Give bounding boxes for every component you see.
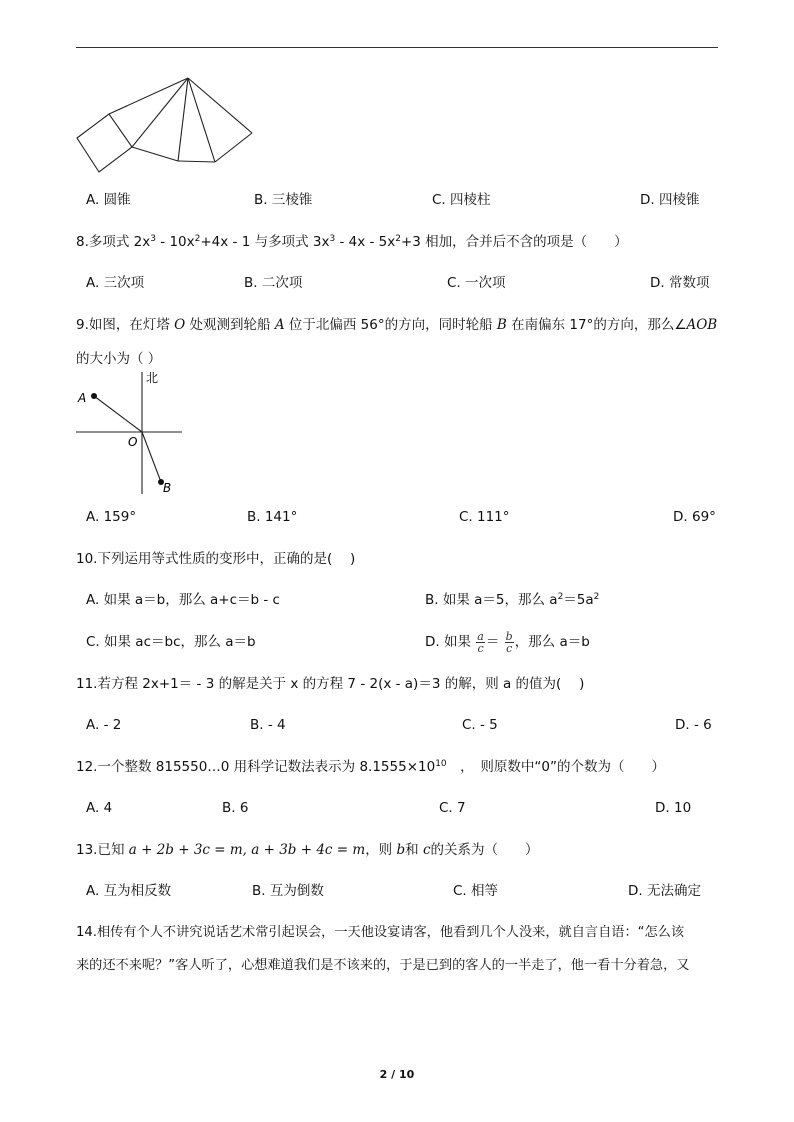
q14-line2: 来的还不来呢？”客人听了，心想难道我们是不该来的，于是已到的客人的一半走了，他一看十分着急，又 bbox=[76, 958, 690, 973]
q13-option-d: D. 无法确定 bbox=[628, 883, 701, 899]
q9-option-c: C. 111° bbox=[459, 509, 510, 525]
label-b: B bbox=[163, 481, 172, 495]
q7-option-d: D. 四棱锥 bbox=[640, 192, 700, 208]
page-number: 2 / 10 bbox=[379, 1068, 415, 1081]
q8-option-a: A. 三次项 bbox=[86, 275, 145, 291]
q11-option-b: B. - 4 bbox=[250, 717, 286, 733]
q14-line1: 14.相传有个人不讲究说话艺术常引起误会，一天他设宴请客，他看到几个人没来，就自言自语：“怎么该 bbox=[76, 925, 685, 940]
q9-stem-line2: 的大小为（ ） bbox=[76, 351, 162, 367]
q10-option-b: B. 如果 a＝5，那么 $a^2=5a^2$ bbox=[425, 592, 600, 608]
q7-option-b: B. 三棱锥 bbox=[254, 192, 313, 208]
q10-option-d: D. 如果 $\frac{a}{c}$ ＝ $\frac{b}{c}$ ，那么 a＝b bbox=[425, 629, 590, 655]
q9-option-d: D. 69° bbox=[673, 509, 716, 525]
q11-stem: 11.若方程 2x+1＝ - 3 的解是关于 x 的方程 7 - 2(x - a)＝3 的解，则 a 的值为( ) bbox=[76, 676, 585, 692]
q10-option-c: C. 如果 ac＝bc，那么 a＝b bbox=[86, 634, 256, 650]
q7-option-c: C. 四棱柱 bbox=[432, 192, 491, 208]
q12-stem: 12.一个整数 815550…0 用科学记数法表示为 $8.1555\times 10^{10}$ ， 则原数中“0”的个数为（ ） bbox=[76, 759, 665, 775]
q10-option-a: A. 如果 a＝b，那么 a+c＝b - c bbox=[86, 592, 280, 608]
q7-option-a: A. 圆锥 bbox=[86, 192, 131, 208]
q13-option-a: A. 互为相反数 bbox=[86, 883, 172, 899]
q12-option-a: A. 4 bbox=[86, 800, 113, 816]
q13-option-c: C. 相等 bbox=[453, 883, 499, 899]
q10-stem: 10.下列运用等式性质的变形中，正确的是( ) bbox=[76, 551, 356, 567]
label-a: A bbox=[78, 391, 87, 405]
label-o: O bbox=[128, 435, 138, 449]
q8-option-c: C. 一次项 bbox=[447, 275, 506, 291]
q8-option-d: D. 常数项 bbox=[650, 275, 710, 291]
q8-option-b: B. 二次项 bbox=[244, 275, 303, 291]
q9-option-a: A. 159° bbox=[86, 509, 137, 525]
q11-option-a: A. - 2 bbox=[86, 717, 122, 733]
q12-option-b: B. 6 bbox=[222, 800, 249, 816]
q12-option-c: C. 7 bbox=[439, 800, 466, 816]
header-rule bbox=[76, 47, 718, 48]
fraction-a-over-c: $\frac{a}{c}$ bbox=[477, 629, 484, 655]
bearing-diagram bbox=[74, 368, 186, 498]
q13-option-b: B. 互为倒数 bbox=[252, 883, 324, 899]
north-label: 北 bbox=[146, 371, 159, 385]
q13-formula: a + 2b + 3c = m, a + 3b + 4c = m bbox=[128, 842, 366, 858]
q9-option-b: B. 141° bbox=[247, 509, 298, 525]
q9-stem-line1: 9.如图，在灯塔 O 处观测到轮船 A 位于北偏西 56°的方向，同时轮船 B 在南偏东 17°的方向，那么∠AOB bbox=[76, 317, 718, 333]
q13-stem: 13.已知 a + 2b + 3c = m, a + 3b + 4c = m，则 b和 c的关系为（ ） bbox=[76, 842, 539, 858]
q12-option-d: D. 10 bbox=[655, 800, 692, 816]
q11-option-c: C. - 5 bbox=[462, 717, 498, 733]
fraction-b-over-c: $\frac{b}{c}$ bbox=[505, 629, 513, 655]
q11-option-d: D. - 6 bbox=[675, 717, 712, 733]
q8-stem: 8.多项式 $2x^3 - 10x^2+4x - 1$ 与多项式 $3x^3 - 4x - 5x^2+3$ 相加，合并后不含的项是（ ） bbox=[76, 234, 628, 250]
point-a-marker bbox=[91, 393, 97, 399]
pyramid-net-figure bbox=[74, 76, 256, 176]
